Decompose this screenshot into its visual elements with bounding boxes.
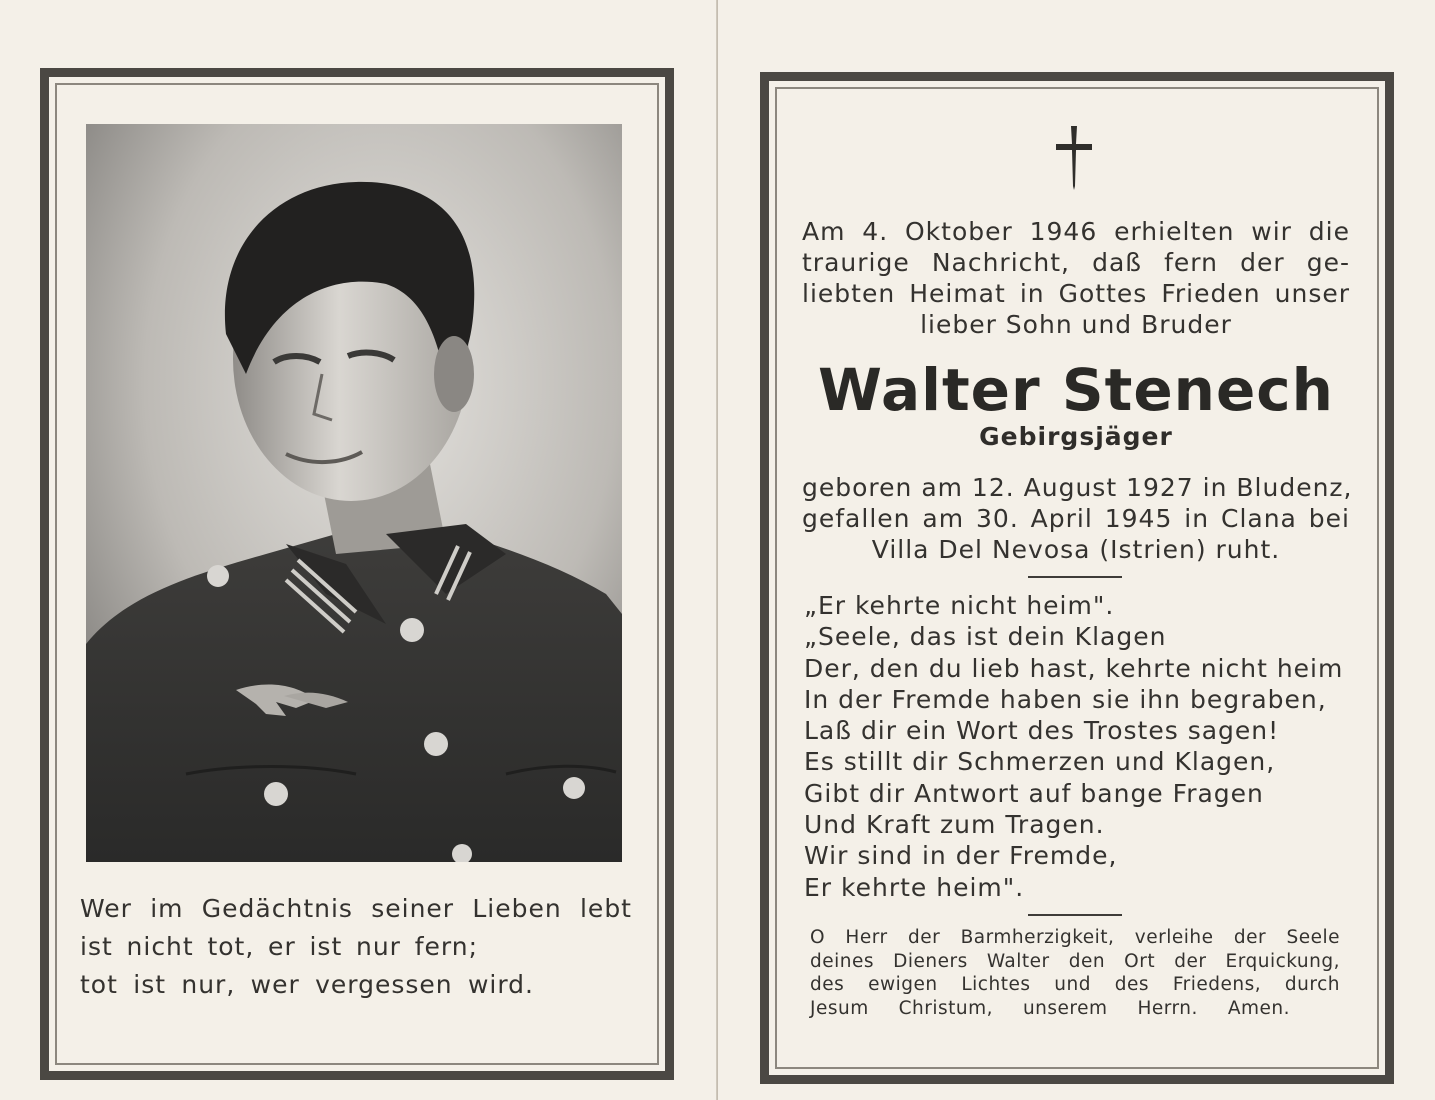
detail-line: geboren am 12. August 1927 in Bludenz, [802, 473, 1353, 502]
divider [1028, 576, 1122, 578]
quote-line: Wer im Gedächtnis seiner Lieben lebt [80, 894, 632, 923]
poem-line: Der, den du lieb hast, kehrte nicht heim [804, 653, 1344, 683]
poem-line: Gibt dir Antwort auf bange Fragen [804, 778, 1264, 808]
right-card-panel [718, 0, 1435, 1100]
prayer-line: deines Dieners Walter den Ort der Erquickung, [810, 950, 1340, 972]
announcement-line: traurige Nachricht, daß fern der ge- [802, 248, 1350, 277]
poem-line: Und Kraft zum Tragen. [804, 810, 1105, 840]
detail-line: Villa Del Nevosa (Istrien) ruht. [871, 535, 1281, 564]
announcement-text [802, 216, 1350, 340]
quote-line: tot ist nur, wer vergessen wird. [80, 970, 534, 999]
military-rank: Gebirgsjäger [979, 422, 1173, 451]
detail-line: gefallen am 30. April 1945 in Clana bei [802, 504, 1350, 533]
latin-cross-icon [1052, 124, 1096, 190]
prayer-line: O Herr der Barmherzigkeit, verleihe der Seele [810, 927, 1340, 948]
poem-line: „Seele, das ist dein Klagen [804, 622, 1167, 652]
poem-line: Wir sind in der Fremde, [804, 841, 1118, 871]
prayer-text [810, 926, 1340, 1020]
poem-text [804, 590, 1344, 903]
announcement-line: lieber Sohn und Bruder [920, 310, 1232, 339]
prayer-line: Jesum Christum, unserem Herrn. Amen. [810, 997, 1290, 1019]
deceased-name: Walter Stenech [818, 356, 1334, 424]
poem-line: In der Fremde haben sie ihn begraben, [804, 684, 1327, 714]
divider [1028, 914, 1122, 916]
poem-line: Es stillt dir Schmerzen und Klagen, [804, 747, 1276, 777]
birth-death-details [802, 472, 1353, 565]
announcement-line: liebten Heimat in Gottes Frieden unser [802, 279, 1350, 308]
poem-line: Laß dir ein Wort des Trostes sagen! [804, 716, 1280, 746]
portrait-photo [86, 124, 622, 862]
left-card-panel [0, 0, 717, 1100]
announcement-line: Am 4. Oktober 1946 erhielten wir die [802, 217, 1350, 246]
memorial-quote [80, 890, 632, 1004]
poem-line: „Er kehrte nicht heim". [804, 591, 1115, 620]
poem-line: Er kehrte heim". [804, 872, 1025, 902]
prayer-line: des ewigen Lichtes und des Friedens, durch [810, 974, 1340, 995]
quote-line: ist nicht tot, er ist nur fern; [80, 932, 478, 961]
